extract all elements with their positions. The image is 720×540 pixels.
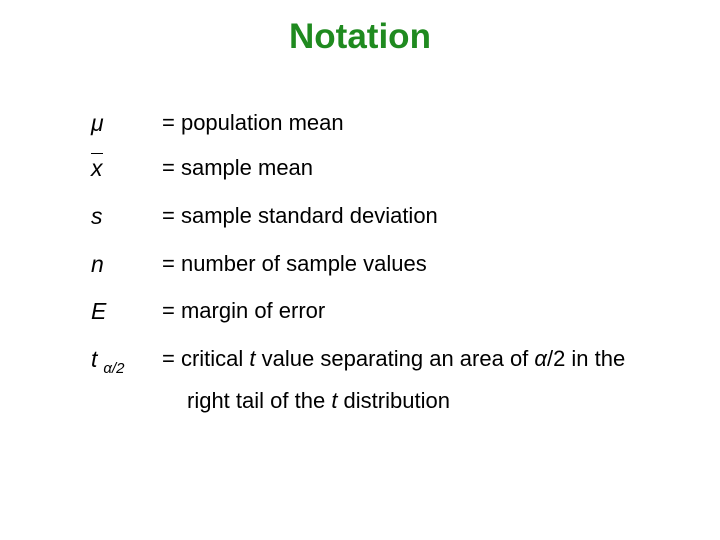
symbol-e: E [91, 298, 107, 324]
notation-row-e [0, 296, 720, 326]
notation-row-n [0, 249, 720, 279]
symbol-xbar [91, 153, 103, 183]
symbol-t-main: t [91, 346, 98, 372]
notation-row-xbar [0, 153, 720, 183]
notation-row-t [0, 344, 720, 377]
slide-title: Notation [289, 17, 431, 56]
symbol-t-subscript: α/2 [103, 360, 125, 377]
def-t-italic-alpha: α [534, 346, 547, 371]
symbol-n: n [91, 251, 104, 277]
def-t-cont-suffix: distribution [337, 388, 450, 413]
def-t-mid: value separating an area of [255, 346, 535, 371]
xbar-symbol: x [91, 155, 103, 181]
definition-critical-t [162, 344, 625, 374]
def-t-cont-prefix: right tail of the [187, 388, 332, 413]
def-t-prefix: = critical [162, 346, 250, 371]
notation-row-s [0, 201, 720, 231]
definition-sample-size: = number of sample values [162, 251, 427, 276]
symbol-s: s [91, 203, 103, 229]
definition-margin-of-error: = margin of error [162, 298, 326, 323]
definition-sample-sd: = sample standard deviation [162, 203, 438, 228]
def-t-italic-t: t [249, 346, 256, 371]
notation-row-mu [0, 108, 720, 138]
definition-population-mean: = population mean [162, 110, 344, 135]
definition-critical-t-continued [187, 386, 450, 416]
symbol-mu: μ [91, 110, 104, 136]
def-t-suffix: /2 in the [546, 346, 626, 371]
definition-sample-mean: = sample mean [162, 155, 314, 180]
symbol-t [91, 344, 124, 378]
def-t-cont-italic-t: t [331, 388, 338, 413]
